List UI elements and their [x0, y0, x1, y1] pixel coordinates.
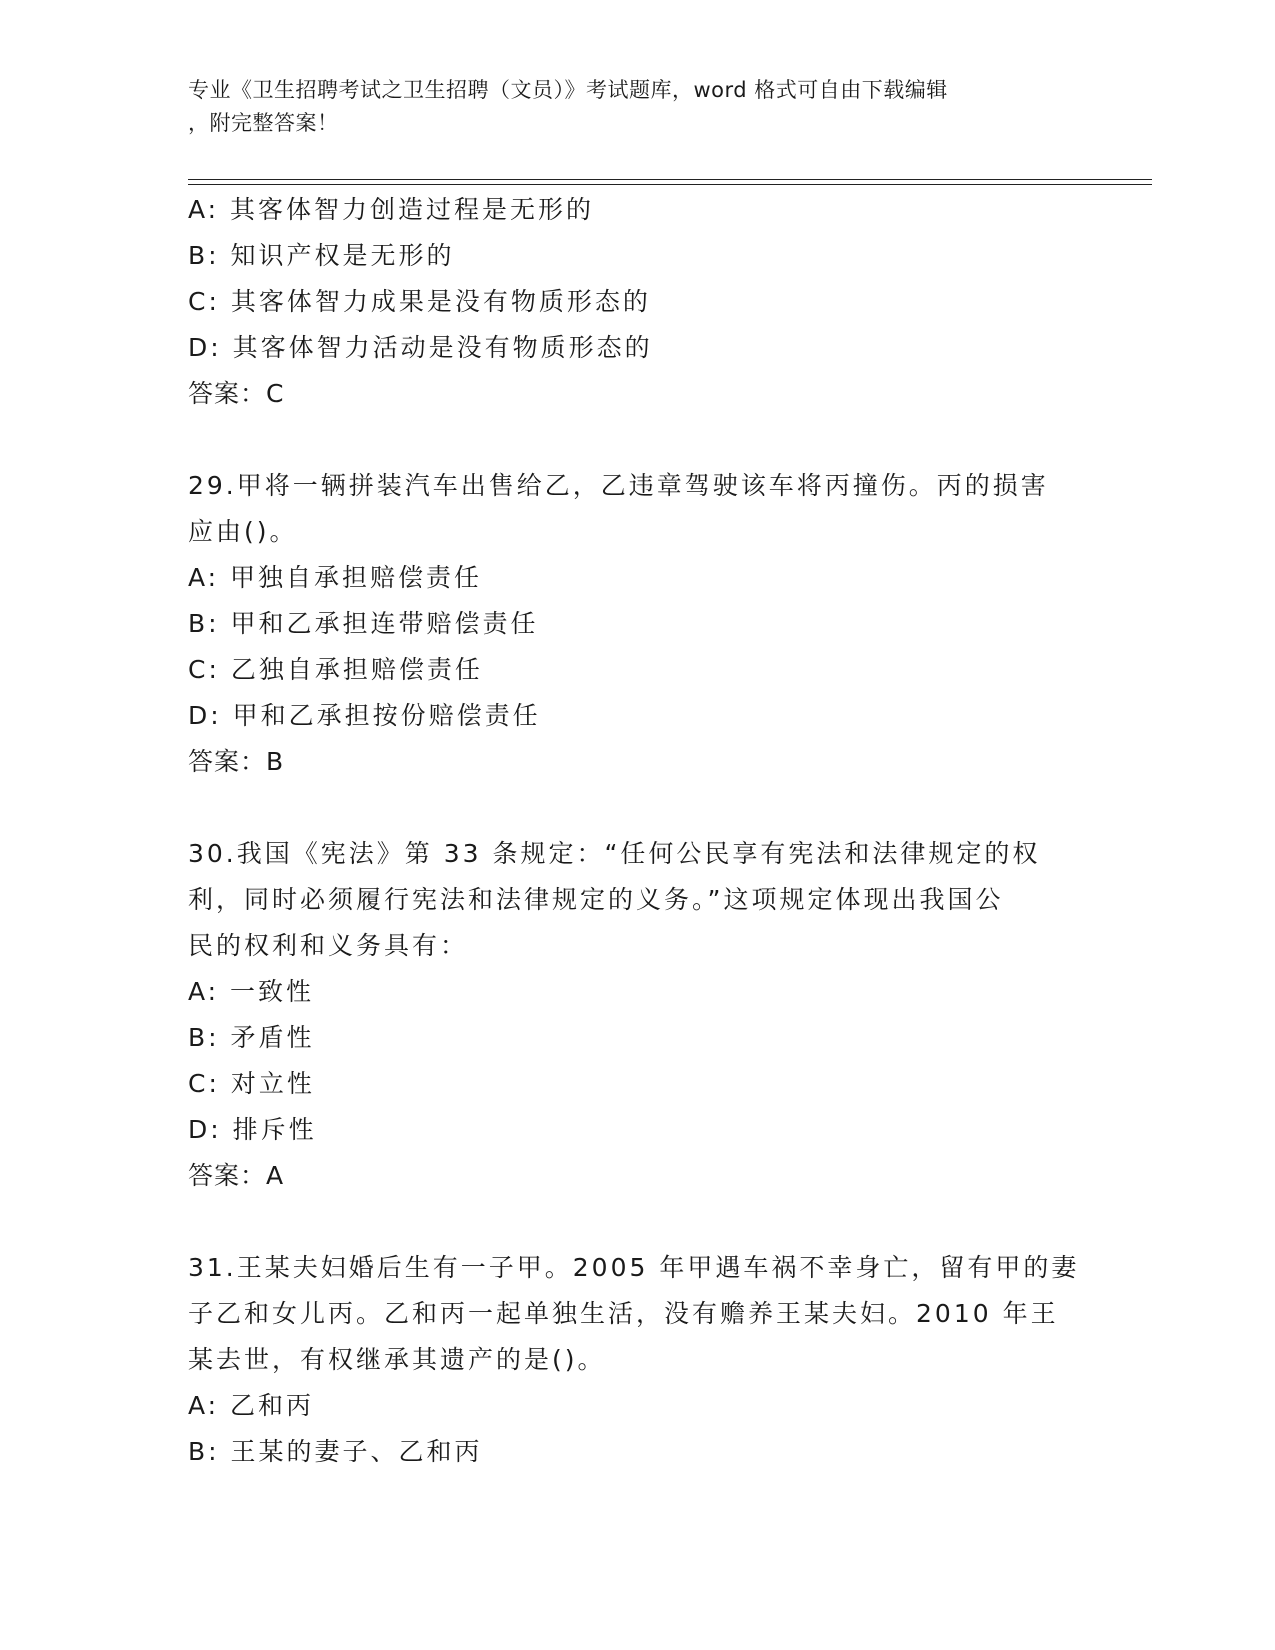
option-a: A: 甲独自承担赔偿责任	[188, 563, 483, 592]
answer: 答案：A	[188, 1161, 285, 1190]
question-stem: 民的权利和义务具有：	[188, 931, 469, 960]
question-stem: 30.我国《宪法》第 33 条规定：“任何公民享有宪法和法律规定的权	[188, 839, 1041, 868]
option-b: B: 知识产权是无形的	[188, 241, 455, 270]
question-stem: 某去世，有权继承其遗产的是()。	[188, 1345, 606, 1374]
option-d: D: 其客体智力活动是没有物质形态的	[188, 333, 653, 362]
header-divider	[188, 184, 1152, 185]
option-b: B: 王某的妻子、乙和丙	[188, 1437, 483, 1466]
question-31	[188, 1245, 1088, 1475]
question-stem: 利，同时必须履行宪法和法律规定的义务。”这项规定体现出我国公	[188, 885, 1004, 914]
answer: 答案：C	[188, 379, 285, 408]
answer: 答案：B	[188, 747, 285, 776]
option-c: C: 对立性	[188, 1069, 315, 1098]
option-d: D: 排斥性	[188, 1115, 317, 1144]
document-header	[188, 74, 1088, 140]
header-line: 专业《卫生招聘考试之卫生招聘（文员）》考试题库，word 格式可自由下载编辑	[188, 78, 948, 102]
question-stem: 29.甲将一辆拼装汽车出售给乙，乙违章驾驶该车将丙撞伤。丙的损害	[188, 471, 1049, 500]
option-b: B: 甲和乙承担连带赔偿责任	[188, 609, 539, 638]
question-29	[188, 463, 1088, 785]
question-30	[188, 831, 1088, 1199]
option-a: A: 其客体智力创造过程是无形的	[188, 195, 595, 224]
option-c: C: 乙独自承担赔偿责任	[188, 655, 483, 684]
question-stem: 子乙和女儿丙。乙和丙一起单独生活，没有赡养王某夫妇。2010 年王	[188, 1299, 1059, 1328]
option-a: A: 乙和丙	[188, 1391, 315, 1420]
question-stem: 应由()。	[188, 517, 298, 546]
option-d: D: 甲和乙承担按份赔偿责任	[188, 701, 541, 730]
header-line: ，附完整答案！	[188, 111, 339, 135]
question-stem: 31.王某夫妇婚后生有一子甲。2005 年甲遇车祸不幸身亡，留有甲的妻	[188, 1253, 1080, 1282]
option-a: A: 一致性	[188, 977, 315, 1006]
header-divider	[188, 179, 1152, 180]
question-list	[188, 187, 1088, 1475]
option-c: C: 其客体智力成果是没有物质形态的	[188, 287, 651, 316]
option-b: B: 矛盾性	[188, 1023, 315, 1052]
question-28	[188, 187, 1088, 417]
